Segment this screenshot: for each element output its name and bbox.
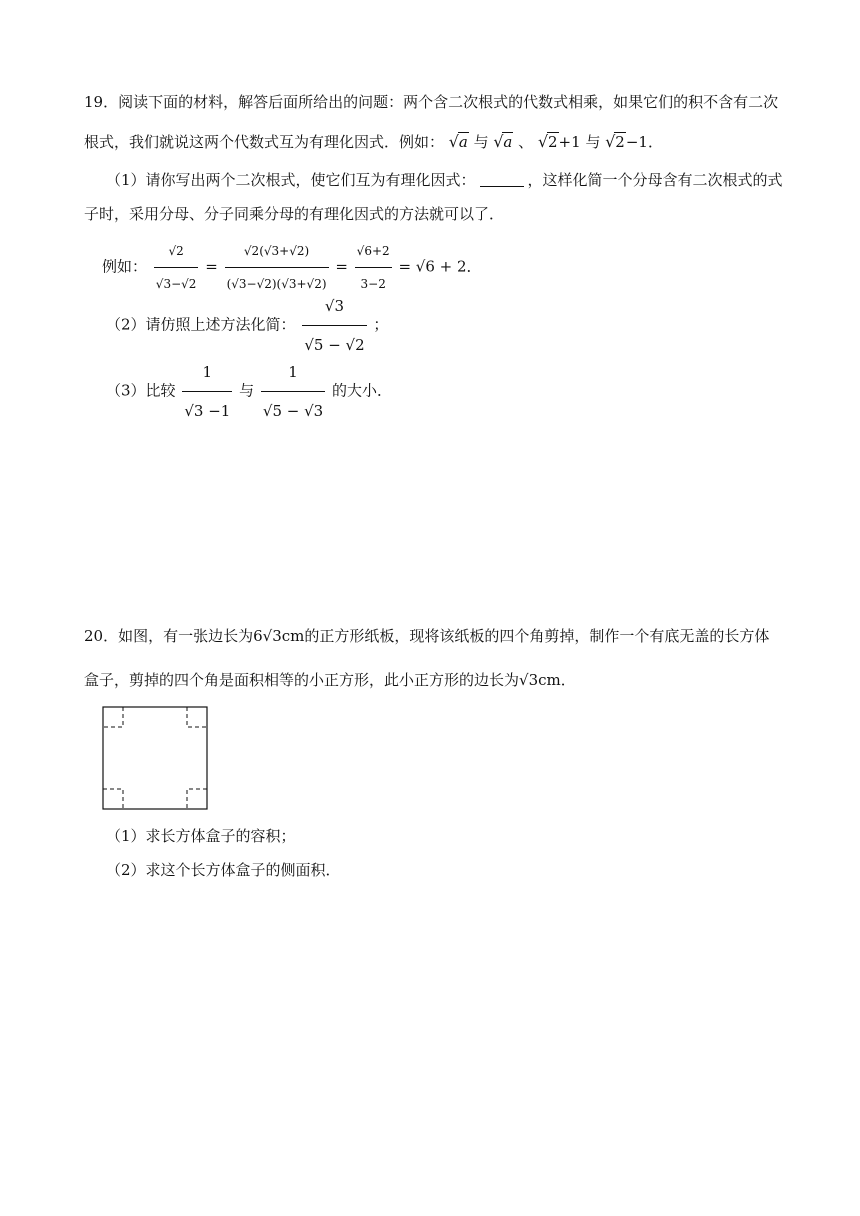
- answer-blank[interactable]: [480, 172, 524, 187]
- q20-text2a: 盒子，剪掉的四个角是面积相等的小正方形，此小正方形的边长为: [84, 671, 520, 689]
- part3-fraction-1: $\frac{1}{√3 -1}$: [182, 354, 232, 429]
- corner-cut-bottom-left: [103, 789, 123, 809]
- q19-dun: 、: [518, 133, 534, 151]
- q19-number: 19．: [84, 93, 119, 111]
- q19-part3-end: 的大小．: [331, 381, 392, 400]
- q19-part2-end: ；: [373, 315, 389, 334]
- example-label: 例如：: [102, 257, 148, 276]
- example-fraction-2: $\frac{√2(√3+√2)}{(√3-√2)(√3+√2)}$: [225, 236, 329, 299]
- square-cardboard-figure: [102, 706, 210, 812]
- q19-part3-yu: 与: [239, 381, 255, 400]
- example-eq-1: =: [205, 257, 218, 276]
- q19-yu-1: 与: [473, 133, 489, 151]
- q19-intro-text2: 根式，我们就说这两个代数式互为有理化因式．例如：: [84, 133, 445, 151]
- q19-part1-text-b: ，这样化简一个分母含有二次根式的式: [527, 171, 783, 189]
- q20-part1-text: （1）求长方体盒子的容积；: [106, 827, 296, 845]
- example-fraction-3: $\frac{√6+2}{3-2}$: [355, 236, 392, 299]
- q19-part1-line2: [84, 204, 504, 224]
- minus-one: −1: [625, 133, 648, 151]
- q20-small-side: √3cm: [519, 671, 561, 689]
- q19-intro-line2: [84, 132, 663, 152]
- q19-part3: [106, 354, 392, 429]
- q20-text2b: ．: [560, 671, 576, 689]
- q20-number: 20．: [84, 627, 119, 645]
- q20-part1: [106, 826, 296, 846]
- radical-2-2: √2: [605, 132, 625, 151]
- q20-part2-text: （2）求这个长方体盒子的侧面积．: [106, 861, 341, 879]
- q19-part2-text: （2）请仿照上述方法化简：: [106, 315, 296, 334]
- q19-part3-text: （3）比较: [106, 381, 176, 400]
- corner-cut-bottom-right: [187, 789, 207, 809]
- part2-fraction: $\frac{√3}{√5 - √2}$: [302, 288, 366, 363]
- q20-line2: [84, 670, 576, 690]
- q20-text1b: 的正方形纸板，现将该纸板的四个角剪掉，制作一个有底无盖的长方体: [304, 627, 770, 645]
- radical-2-1: √2: [537, 132, 558, 151]
- q19-intro-text1: 阅读下面的材料，解答后面所给出的问题：两个含二次根式的代数式相乘，如果它们的积不含有二次: [118, 93, 779, 111]
- q20-side-length: 6√3cm: [253, 627, 305, 645]
- example-result: = √6 + 2．: [398, 257, 482, 276]
- example-eq-2: =: [335, 257, 348, 276]
- q19-part2: [106, 288, 388, 363]
- q20-line1: [84, 626, 769, 646]
- radical-a-1: √a: [448, 132, 468, 151]
- example-fraction-1: $\frac{√2}{√3-√2}$: [154, 236, 199, 299]
- radical-a-2: √a: [493, 132, 513, 151]
- q20-text1a: 如图，有一张边长为: [118, 627, 254, 645]
- square-outline: [103, 707, 207, 809]
- plus-one: +1: [558, 133, 581, 151]
- q19-yu-2: 与: [585, 133, 601, 151]
- corner-cut-top-right: [187, 707, 207, 727]
- corner-cut-top-left: [103, 707, 123, 727]
- q19-part1-line1: [106, 170, 783, 190]
- q19-intro-line1: [84, 92, 778, 112]
- q19-period: ．: [647, 133, 663, 151]
- part3-fraction-2: $\frac{1}{√5 - √3}$: [261, 354, 325, 429]
- q19-part1-text-a: （1）请你写出两个二次根式，使它们互为有理化因式：: [106, 171, 476, 189]
- q19-part1-text-c: 子时，采用分母、分子同乘分母的有理化因式的方法就可以了．: [84, 205, 505, 223]
- q20-part2: [106, 860, 341, 880]
